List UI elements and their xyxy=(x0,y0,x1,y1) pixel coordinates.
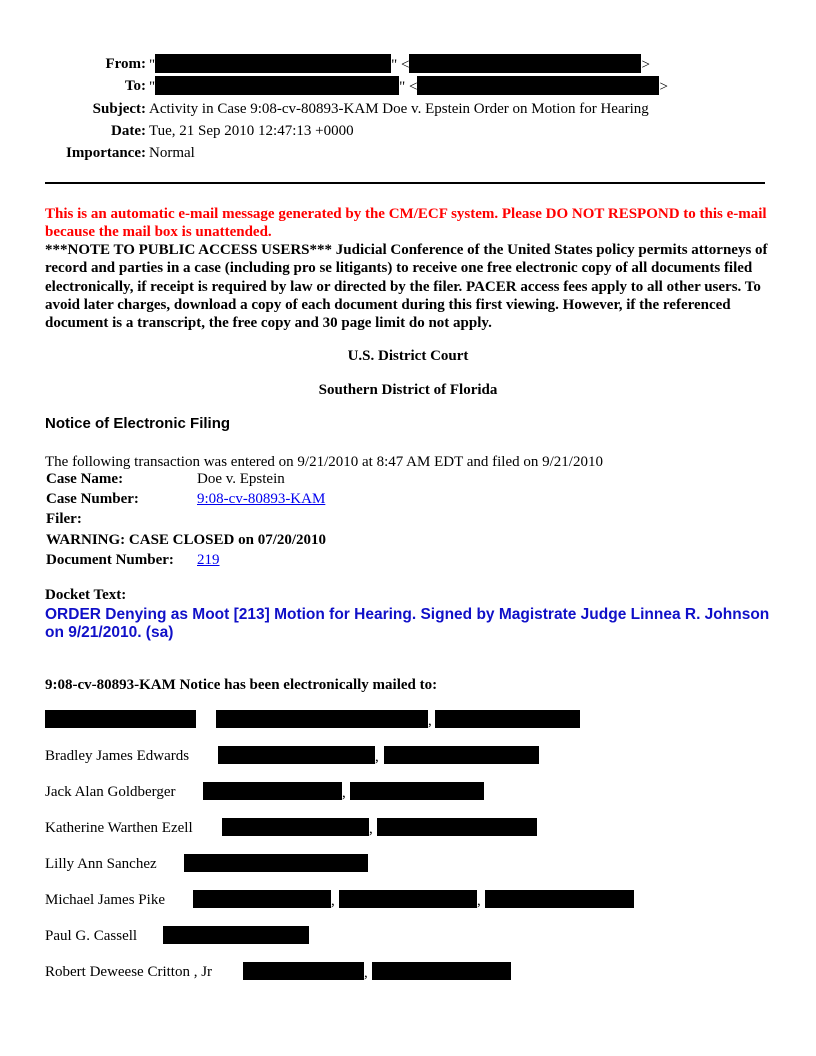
transaction-text: The following transaction was entered on 9/21/2010 at 8:47 AM EDT and filed on 9/21/2010 xyxy=(45,454,603,470)
recipient-name: Michael James Pike xyxy=(45,892,165,908)
redacted-block xyxy=(216,710,428,728)
case-number-link[interactable]: 9:08-cv-80893-KAM xyxy=(197,491,326,508)
recipient-name: Paul G. Cassell xyxy=(45,928,138,944)
recipient-name: Lilly Ann Sanchez xyxy=(45,856,157,872)
to-row xyxy=(45,76,668,98)
date-row xyxy=(45,121,668,143)
case-number-label: Case Number: xyxy=(46,491,139,508)
docket-text: ORDER Denying as Moot [213] Motion for Hearing. Signed by Magistrate Judge Linnea R. Johnson on 9/21/2010. (sa) xyxy=(45,606,770,641)
redacted-block xyxy=(372,962,511,980)
to-value: " " < > xyxy=(149,76,668,98)
filer-value xyxy=(196,509,326,529)
court-district: Southern District of Florida xyxy=(318,382,498,398)
separator-comma: , xyxy=(342,785,346,801)
redacted-block xyxy=(339,890,477,908)
separator-comma: , xyxy=(477,893,481,909)
document-number-link[interactable]: 219 xyxy=(197,551,220,568)
auto-message-warning: This is an automatic e-mail message generated by the CM/ECF system. Please DO NOT RESPOND to this e-mail because the mail box is unattended. xyxy=(45,206,767,240)
date-label: Date: xyxy=(111,122,146,139)
separator-comma: , xyxy=(428,713,432,729)
case-info-table xyxy=(45,469,326,570)
court-name: U.S. District Court xyxy=(347,348,469,364)
date-value: Tue, 21 Sep 2010 12:47:13 +0000 xyxy=(149,122,354,139)
importance-label: Importance: xyxy=(66,145,146,162)
from-label: From: xyxy=(105,56,146,72)
redacted-block xyxy=(155,76,399,95)
from-row xyxy=(45,54,668,76)
email-header xyxy=(45,54,668,165)
docket-label: Docket Text: xyxy=(45,587,127,603)
redacted-block xyxy=(193,890,331,908)
redacted-block xyxy=(384,746,539,764)
recipient-row xyxy=(45,854,157,874)
redacted-block xyxy=(409,54,641,73)
redacted-block xyxy=(417,76,659,95)
subject-value: Activity in Case 9:08-cv-80893-KAM Doe v. Epstein Order on Motion for Hearing xyxy=(149,100,649,117)
redacted-block xyxy=(155,54,391,73)
redacted-block xyxy=(45,710,196,728)
to-label: To: xyxy=(124,78,146,95)
filer-label: Filer: xyxy=(46,511,82,528)
redacted-block xyxy=(485,890,634,908)
separator-comma: , xyxy=(364,965,368,981)
recipient-name: Bradley James Edwards xyxy=(45,748,190,764)
case-name-label: Case Name: xyxy=(46,471,124,487)
redacted-block xyxy=(163,926,309,944)
separator-comma: , xyxy=(375,749,379,765)
redacted-block xyxy=(377,818,537,836)
from-value: " " < > xyxy=(149,54,668,76)
redacted-block xyxy=(350,782,484,800)
recipient-row xyxy=(45,746,379,766)
separator-comma: , xyxy=(331,893,335,909)
public-access-note: ***NOTE TO PUBLIC ACCESS USERS*** Judicial Conference of the United States policy permits attorneys of record and parties in a case (including pro se litigants) to receive one free electronic copy of all documents filed electronically, if receipt is required by law or directed by the filer. PACER access fees apply to all other users. To avoid later charges, download a copy of each document during this first viewing. However, if the referenced document is a transcript, the free copy and 30 page limit do not apply. xyxy=(45,242,768,332)
subject-label: Subject: xyxy=(92,100,146,117)
document-number-label: Document Number: xyxy=(46,551,174,568)
importance-row xyxy=(45,143,668,165)
recipient-row xyxy=(45,782,346,802)
recipient-row xyxy=(45,926,137,946)
redacted-block xyxy=(222,818,369,836)
subject-row xyxy=(45,99,668,121)
importance-value: Normal xyxy=(149,145,195,162)
nef-title: Notice of Electronic Filing xyxy=(45,415,231,432)
recipient-row xyxy=(45,890,481,910)
header-divider xyxy=(45,182,765,184)
recipient-row xyxy=(45,962,368,982)
case-name-value: Doe v. Epstein xyxy=(197,471,285,487)
redacted-block xyxy=(243,962,364,980)
redacted-block xyxy=(435,710,580,728)
recipient-row xyxy=(45,818,373,838)
case-closed-warning: WARNING: CASE CLOSED on 07/20/2010 xyxy=(46,531,327,548)
redacted-block xyxy=(184,854,368,872)
redacted-block xyxy=(203,782,342,800)
recipient-name: Jack Alan Goldberger xyxy=(45,784,176,800)
redacted-block xyxy=(218,746,375,764)
recipient-name: Katherine Warthen Ezell xyxy=(45,820,193,836)
separator-comma: , xyxy=(369,821,373,837)
recipient-name: Robert Deweese Critton , Jr xyxy=(45,964,213,980)
mailed-to-title: 9:08-cv-80893-KAM Notice has been electronically mailed to: xyxy=(45,677,438,693)
